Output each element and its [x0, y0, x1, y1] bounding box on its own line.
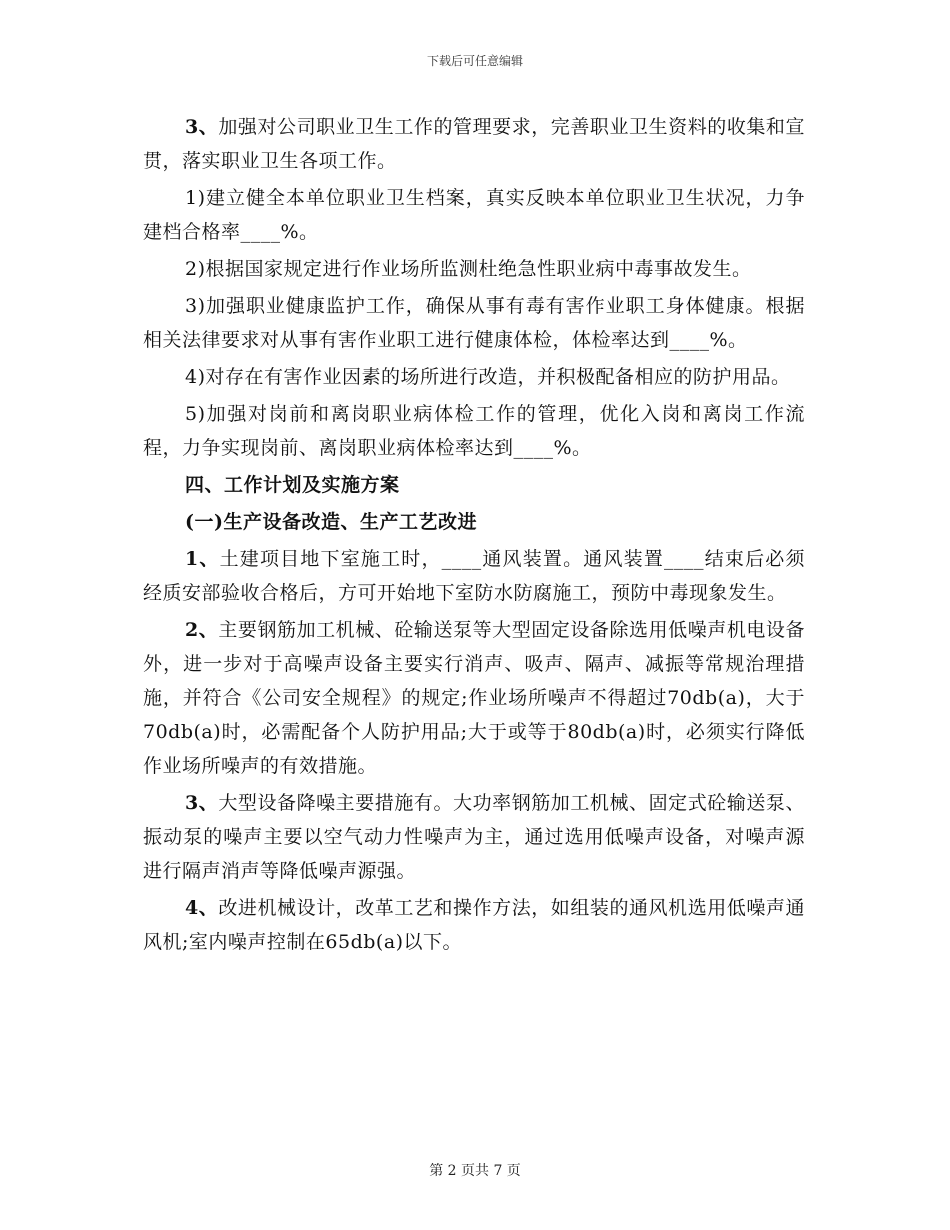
- paragraph-text: 改进机械设计，改革工艺和操作方法，如组装的通风机选用低噪声通风机;室内噪声控制在65db(a)以下。: [143, 897, 805, 953]
- paragraph-text: 2)根据国家规定进行作业场所监测杜绝急性职业病中毒事故发生。: [185, 258, 752, 280]
- item-number: 3、: [185, 792, 219, 814]
- paragraph-text: 大型设备降噪主要措施有。大功率钢筋加工机械、固定式砼输送泵、振动泵的噪声主要以空气动力性噪声为主，通过选用低噪声设备，对噪声源进行隔声消声等降低噪声源强。: [143, 792, 805, 882]
- page-footer: 第 2 页共 7 页: [429, 1163, 521, 1179]
- paragraph: [143, 397, 805, 465]
- paragraph: [143, 360, 805, 394]
- paragraph-text: 1)建立健全本单位职业卫生档案，真实反映本单位职业卫生状况，力争建档合格率____%。: [143, 187, 805, 243]
- subsection-heading: [143, 505, 805, 539]
- paragraph: [143, 289, 805, 357]
- paragraph-text: 主要钢筋加工机械、砼输送泵等大型固定设备除选用低噪声机电设备外，进一步对于高噪声设备主要实行消声、吸声、隔声、减振等常规治理措施，并符合《公司安全规程》的规定;作业场所噪声不得超过70db(a)，大于70db(a)时，必需配备个人防护用品;大于或等于80db(a)时，必须实行降低作业场所噪声的有效措施。: [143, 619, 805, 777]
- paragraph: [143, 542, 805, 610]
- document-body: [143, 110, 805, 962]
- item-number: 3、: [185, 116, 219, 138]
- page-header: 下载后可任意编辑: [426, 54, 523, 68]
- paragraph-text: 5)加强对岗前和离岗职业病体检工作的管理，优化入岗和离岗工作流程，力争实现岗前、离岗职业病体检率达到____%。: [143, 403, 805, 459]
- paragraph: [143, 891, 805, 959]
- heading-text: 四、工作计划及实施方案: [185, 474, 400, 496]
- section-heading: [143, 468, 805, 502]
- paragraph-text: 3)加强职业健康监护工作，确保从事有毒有害作业职工身体健康。根据相关法律要求对从事有害作业职工进行健康体检，体检率达到____%。: [143, 295, 805, 351]
- paragraph: [143, 252, 805, 286]
- paragraph: [143, 181, 805, 249]
- paragraph: [143, 110, 805, 178]
- paragraph-text: 4)对存在有害作业因素的场所进行改造，并积极配备相应的防护用品。: [185, 366, 791, 388]
- item-number: 4、: [185, 897, 219, 919]
- heading-text: (一)生产设备改造、生产工艺改进: [185, 511, 477, 533]
- paragraph: [143, 786, 805, 888]
- paragraph-text: 土建项目地下室施工时，____通风装置。通风装置____结束后必须经质安部验收合格后，方可开始地下室防水防腐施工，预防中毒现象发生。: [143, 548, 805, 604]
- item-number: 1、: [185, 548, 220, 570]
- paragraph-text: 加强对公司职业卫生工作的管理要求，完善职业卫生资料的收集和宣贯，落实职业卫生各项工作。: [143, 116, 805, 172]
- paragraph: [143, 613, 805, 783]
- item-number: 2、: [185, 619, 219, 641]
